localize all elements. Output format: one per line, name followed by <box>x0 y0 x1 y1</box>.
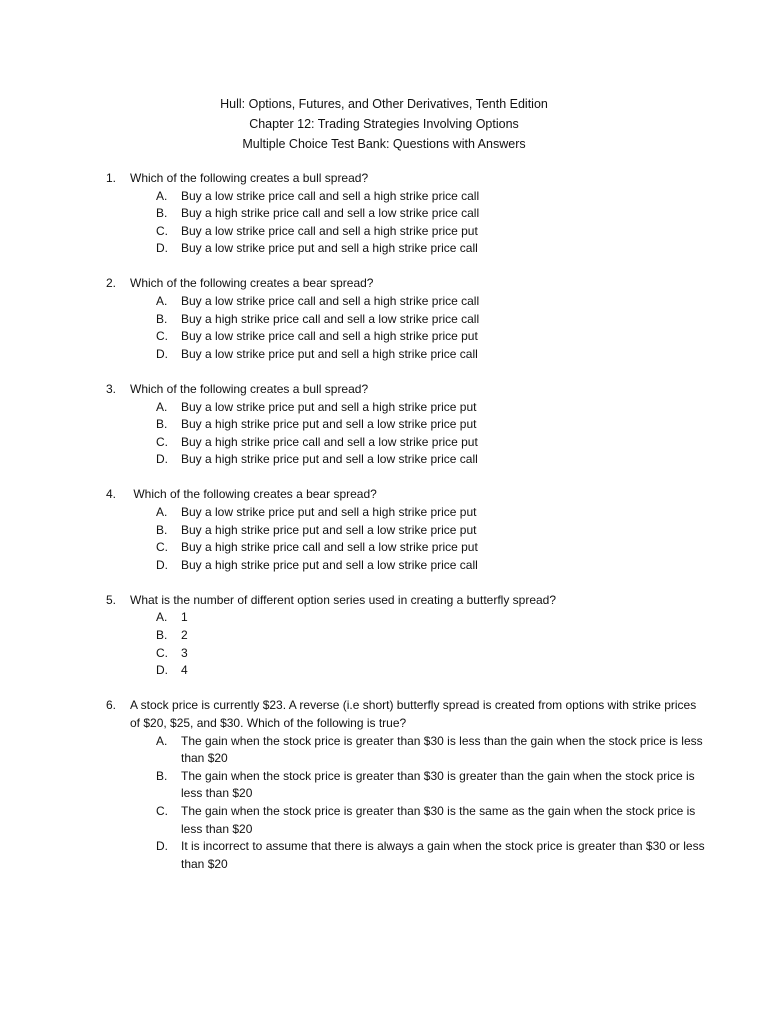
option-text: The gain when the stock price is greater than $30 is greater than the gain when the stock price is less than $20 <box>181 768 695 801</box>
option-text: Buy a high strike price put and sell a low strike price put <box>181 417 477 432</box>
option-letter: B. <box>156 311 168 326</box>
answer-options <box>106 609 706 679</box>
question-5 <box>106 592 706 680</box>
answer-option-a <box>106 504 706 522</box>
option-text: 3 <box>181 645 188 660</box>
question-4 <box>106 486 706 574</box>
question-number: 1. <box>106 171 117 185</box>
answer-option-a <box>106 399 706 417</box>
option-letter: D. <box>156 663 168 678</box>
answer-option-b <box>106 311 706 329</box>
answer-option-c <box>106 223 706 241</box>
option-text: Buy a high strike price put and sell a low strike price call <box>181 452 478 467</box>
question-number: 3. <box>106 381 117 396</box>
document-header <box>0 94 768 154</box>
question-number: 2. <box>106 276 117 291</box>
answer-option-d <box>106 662 706 680</box>
answer-option-b <box>106 627 706 645</box>
question-text: Which of the following creates a bull spread? <box>130 171 369 185</box>
option-letter: C. <box>156 645 168 660</box>
option-text: 1 <box>181 610 188 625</box>
answer-options <box>106 399 706 469</box>
option-letter: B. <box>156 417 168 432</box>
answer-option-b <box>106 768 706 803</box>
option-letter: A. <box>156 610 168 625</box>
option-text: The gain when the stock price is greater than $30 is the same as the gain when the stock price is less than $20 <box>181 803 696 836</box>
option-text: Buy a high strike price call and sell a low strike price call <box>181 206 480 221</box>
option-text: Buy a low strike price put and sell a high strike price put <box>181 505 477 519</box>
answer-option-d <box>106 838 706 873</box>
answer-option-d <box>106 240 706 258</box>
question-text: Which of the following creates a bear spread? <box>130 276 374 291</box>
option-letter: A. <box>156 294 168 309</box>
option-letter: A. <box>156 399 168 414</box>
option-letter: C. <box>156 540 168 555</box>
chapter-title: Chapter 12: Trading Strategies Involving Options <box>249 117 519 131</box>
option-letter: D. <box>156 241 168 256</box>
option-text: Buy a low strike price call and sell a high strike price call <box>181 188 480 203</box>
answer-option-c <box>106 434 706 452</box>
question-stem <box>106 592 706 610</box>
answer-option-b <box>106 205 706 223</box>
question-text: A stock price is currently $23. A reverse (i.e short) butterfly spread is created from options with strike prices of $20, $25, and $30. Which of the following is true? <box>130 698 697 730</box>
option-text: The gain when the stock price is greater than $30 is less than the gain when the stock price is less than $20 <box>181 733 703 766</box>
option-text: Buy a low strike price call and sell a high strike price put <box>181 223 478 238</box>
question-stem <box>106 486 706 504</box>
option-letter: D. <box>156 452 168 467</box>
question-number: 4. <box>106 487 117 502</box>
option-text: Buy a low strike price call and sell a high strike price put <box>181 329 478 344</box>
test-bank-title: Multiple Choice Test Bank: Questions with Answers <box>242 137 526 151</box>
option-letter: C. <box>156 223 168 238</box>
option-letter: C. <box>156 803 168 818</box>
option-text: Buy a high strike price put and sell a low strike price call <box>181 557 478 572</box>
option-text: Buy a high strike price put and sell a low strike price put <box>181 522 477 537</box>
question-stem <box>106 275 706 293</box>
option-text: Buy a high strike price call and sell a low strike price call <box>181 311 480 326</box>
answer-options <box>106 504 706 574</box>
answer-options <box>106 293 706 363</box>
question-1 <box>106 170 706 258</box>
question-number: 6. <box>106 698 117 713</box>
option-letter: C. <box>156 434 168 449</box>
option-text: Buy a low strike price put and sell a high strike price put <box>181 399 477 414</box>
answer-option-d <box>106 557 706 575</box>
answer-options <box>106 188 706 258</box>
question-6 <box>106 697 706 873</box>
question-stem <box>106 170 706 188</box>
answer-option-c <box>106 645 706 663</box>
option-letter: A. <box>156 733 168 748</box>
option-letter: D. <box>156 346 168 361</box>
option-letter: A. <box>156 188 168 203</box>
option-text: 2 <box>181 628 188 643</box>
answer-options <box>106 733 706 874</box>
question-text: Which of the following creates a bull spread? <box>130 381 369 396</box>
question-stem <box>106 381 706 399</box>
question-number: 5. <box>106 592 117 607</box>
question-text: Which of the following creates a bear spread? <box>130 487 377 502</box>
question-stem <box>106 697 706 732</box>
option-letter: B. <box>156 206 168 221</box>
answer-option-a <box>106 188 706 206</box>
question-list <box>106 170 706 891</box>
answer-option-b <box>106 522 706 540</box>
option-letter: D. <box>156 557 168 572</box>
answer-option-a <box>106 293 706 311</box>
option-letter: A. <box>156 505 168 519</box>
question-3 <box>106 381 706 469</box>
answer-option-a <box>106 609 706 627</box>
answer-option-c <box>106 328 706 346</box>
answer-option-c <box>106 803 706 838</box>
answer-option-b <box>106 416 706 434</box>
option-letter: B. <box>156 628 168 643</box>
option-text: Buy a low strike price call and sell a high strike price call <box>181 294 480 309</box>
option-text: Buy a high strike price call and sell a low strike price put <box>181 540 478 555</box>
answer-option-d <box>106 451 706 469</box>
option-text: 4 <box>181 663 188 678</box>
question-2 <box>106 275 706 363</box>
option-text: It is incorrect to assume that there is always a gain when the stock price is greater than $30 or less than $20 <box>181 839 705 871</box>
answer-option-a <box>106 733 706 768</box>
question-text: What is the number of different option series used in creating a butterfly spread? <box>130 592 557 607</box>
option-text: Buy a low strike price put and sell a high strike price call <box>181 241 478 256</box>
answer-option-d <box>106 346 706 364</box>
option-letter: C. <box>156 329 168 344</box>
option-text: Buy a high strike price call and sell a low strike price put <box>181 434 478 449</box>
option-text: Buy a low strike price put and sell a high strike price call <box>181 346 478 361</box>
option-letter: B. <box>156 522 168 537</box>
answer-option-c <box>106 539 706 557</box>
option-letter: B. <box>156 768 168 783</box>
book-title: Hull: Options, Futures, and Other Derivatives, Tenth Edition <box>220 97 548 111</box>
option-letter: D. <box>156 839 168 854</box>
